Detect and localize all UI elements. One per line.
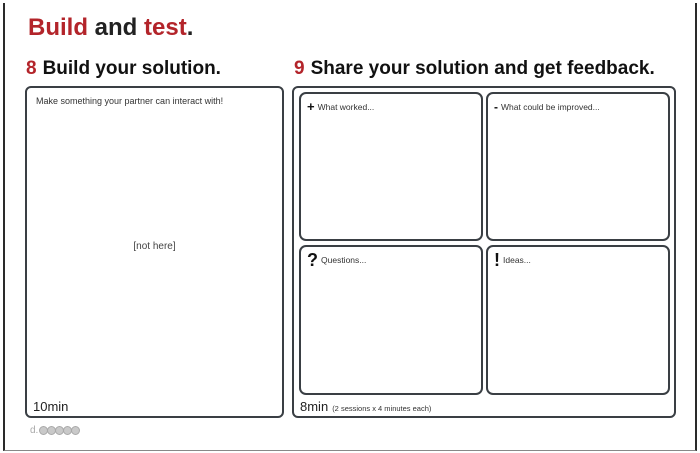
what-worked-box[interactable]	[299, 92, 483, 241]
feedback-time	[300, 399, 431, 414]
plus-icon: +	[307, 98, 315, 114]
could-be-improved-label: What could be improved...	[501, 101, 600, 112]
section-8-number: 8	[26, 58, 37, 79]
what-worked-header	[307, 98, 374, 116]
section-8-title: Build your solution.	[42, 58, 221, 79]
title-and: and	[88, 14, 145, 41]
build-hint: Make something your partner can interact with!	[36, 96, 224, 106]
title-build: Build	[28, 14, 88, 41]
title-period: .	[186, 14, 194, 41]
could-be-improved-header	[494, 98, 600, 116]
exclamation-icon: !	[494, 249, 500, 270]
build-solution-panel[interactable]	[25, 86, 284, 418]
build-time: 10min	[33, 399, 69, 414]
section-9-number: 9	[294, 58, 305, 79]
ideas-label: Ideas...	[503, 254, 531, 265]
questions-header	[307, 251, 366, 269]
section-9-title: Share your solution and get feedback.	[310, 58, 655, 79]
what-worked-label: What worked...	[317, 101, 375, 112]
questions-box[interactable]	[299, 245, 483, 395]
dschool-logo	[30, 425, 79, 436]
logo-text: d.	[30, 425, 39, 436]
question-mark-icon: ?	[307, 249, 318, 270]
questions-label: Questions...	[321, 254, 367, 265]
feedback-time-note: (2 sessions x 4 minutes each)	[332, 404, 432, 413]
feedback-panel	[292, 86, 676, 418]
minus-icon: -	[494, 99, 498, 114]
page-title	[28, 14, 193, 42]
section-8-heading	[26, 58, 221, 80]
title-test: test	[144, 14, 187, 41]
build-placeholder: [not here]	[133, 241, 176, 252]
logo-circles-icon	[39, 426, 79, 435]
could-be-improved-box[interactable]	[486, 92, 670, 241]
ideas-header	[494, 251, 531, 269]
ideas-box[interactable]	[486, 245, 670, 395]
section-9-heading	[294, 58, 655, 80]
feedback-time-value: 8min	[300, 399, 329, 414]
